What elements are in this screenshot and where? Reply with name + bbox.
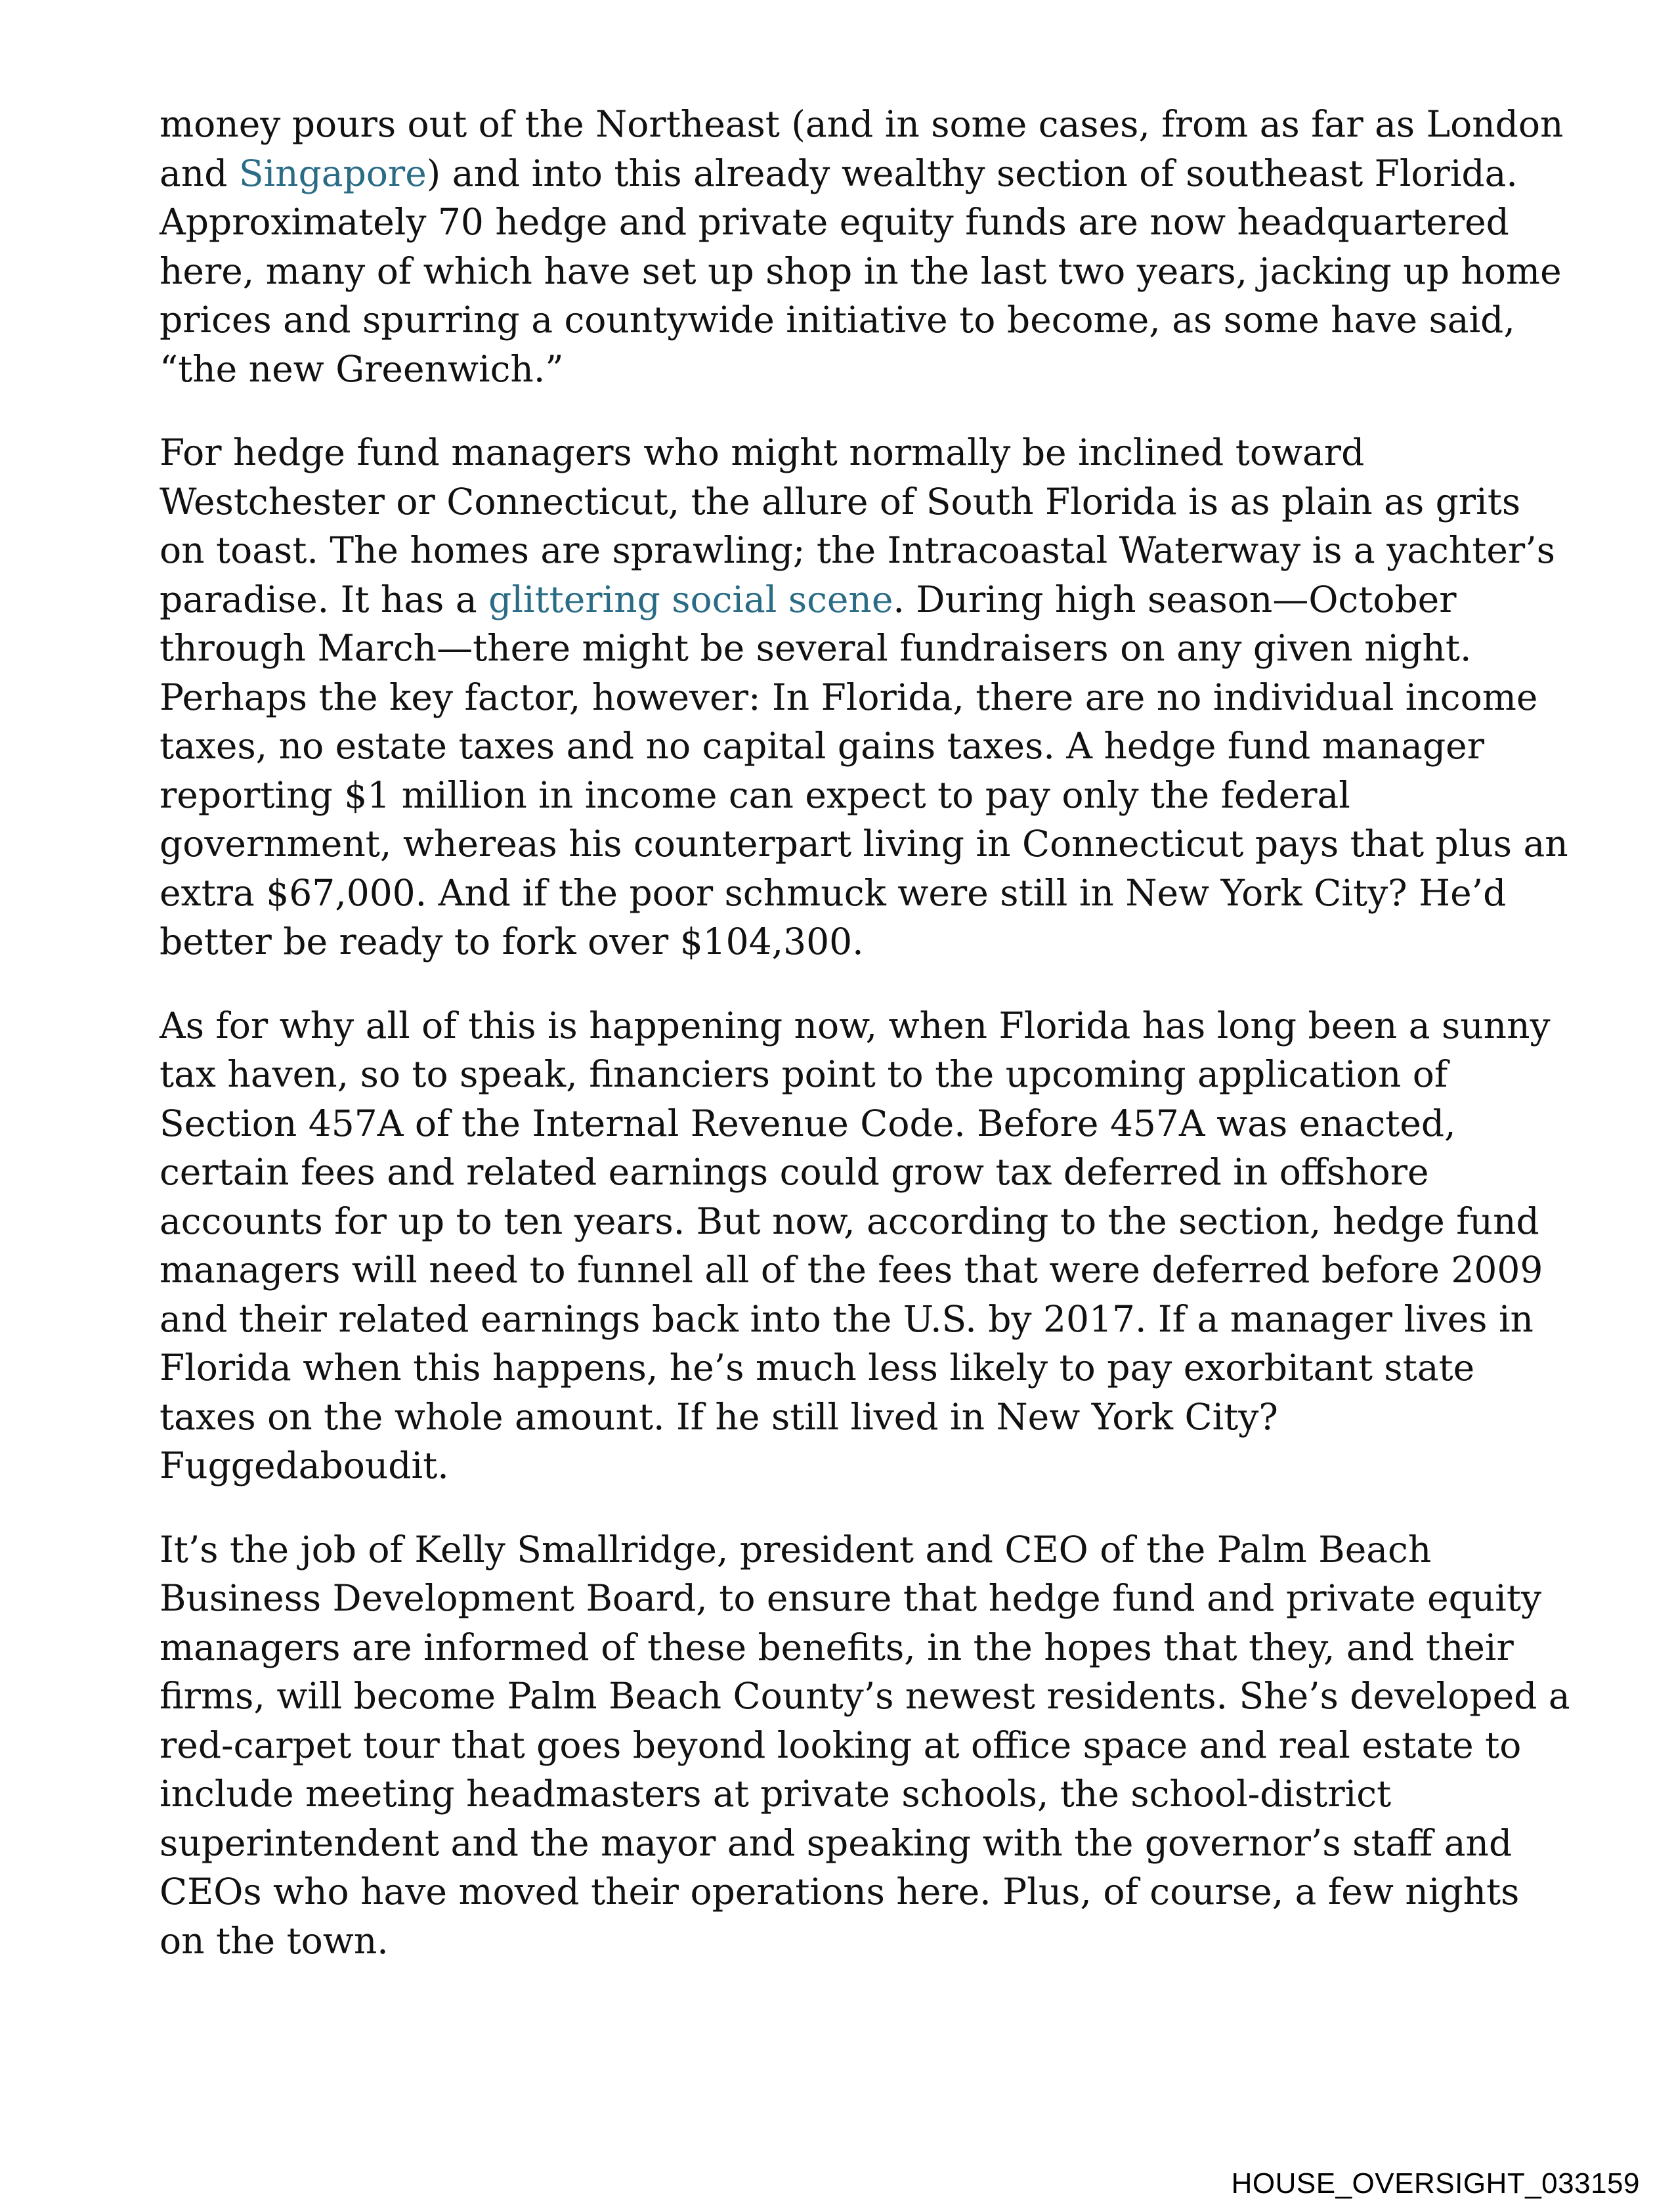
text-line [160, 1001, 1551, 1051]
text-line [160, 771, 1525, 820]
text-line [160, 1246, 1543, 1295]
text-line [160, 575, 1525, 624]
text-segment: As for why all of this is happening now, when Florida has long been a sunny [160, 1004, 1551, 1047]
text-segment: taxes on the whole amount. If he still lived in New York City? [160, 1395, 1278, 1438]
text-segment: on toast. The homes are sprawling; the Intracoastal Waterway is a yachter’s [160, 529, 1555, 571]
inline-link[interactable]: Singapore [238, 152, 427, 194]
text-segment: managers are informed of these benefits, in the hopes that they, and their [160, 1626, 1514, 1668]
text-segment: extra $67,000. And if the poor schmuck were still in New York City? He’d [160, 871, 1507, 914]
text-segment: prices and spurring a countywide initiative to become, as some have said, [160, 299, 1515, 341]
text-segment: Section 457A of the Internal Revenue Code. Before 457A was enacted, [160, 1102, 1456, 1144]
text-segment: money pours out of the Northeast (and in some cases, from as far as London [160, 103, 1564, 145]
text-line [160, 1721, 1525, 1770]
text-segment: firms, will become Palm Beach County’s newest residents. She’s developed a [160, 1675, 1570, 1717]
text-segment: Approximately 70 hedge and private equity funds are now headquartered [160, 201, 1509, 243]
paragraph [160, 1525, 1570, 1966]
text-segment: “the new Greenwich.” [160, 347, 564, 390]
text-line [160, 1525, 1525, 1574]
article-body [160, 100, 1570, 2000]
text-line [160, 1623, 1525, 1672]
text-line [160, 819, 1568, 869]
text-segment: superintendent and the mayor and speaking with the governor’s staff and [160, 1821, 1513, 1864]
text-line [160, 1295, 1534, 1344]
text-line [160, 624, 1525, 673]
text-segment: Perhaps the key factor, however: In Florida, there are no individual income [160, 676, 1538, 718]
text-line [160, 722, 1525, 771]
text-line [160, 1197, 1539, 1246]
bates-number: HOUSE_OVERSIGHT_033159 [1231, 2167, 1640, 2200]
text-segment: on the town. [160, 1919, 389, 1962]
text-segment: managers will need to funnel all of the fees that were deferred before 2009 [160, 1249, 1543, 1291]
text-segment: certain fees and related earnings could grow tax deferred in offshore [160, 1151, 1429, 1193]
text-line [160, 1917, 1525, 1966]
text-line [160, 100, 1564, 149]
text-line [160, 247, 1562, 296]
text-segment: and [160, 152, 239, 194]
text-segment: better be ready to fork over $104,300. [160, 921, 864, 963]
text-line [160, 1441, 1525, 1490]
text-segment: reporting $1 million in income can expect to pay only the federal [160, 773, 1350, 816]
paragraph [160, 100, 1564, 393]
text-line [160, 345, 1525, 394]
text-segment: red-carpet tour that goes beyond looking at office space and real estate to [160, 1724, 1522, 1766]
text-line [160, 1819, 1525, 1868]
text-segment: here, many of which have set up shop in the last two years, jacking up home [160, 249, 1562, 292]
paragraph [160, 428, 1568, 966]
text-segment: include meeting headmasters at private schools, the school-district [160, 1773, 1392, 1815]
text-segment: For hedge fund managers who might normally be inclined toward [160, 431, 1365, 473]
text-line [160, 1050, 1525, 1099]
paragraph [160, 1001, 1551, 1490]
text-segment: It’s the job of Kelly Smallridge, president and CEO of the Palm Beach [160, 1528, 1432, 1571]
text-line [160, 1343, 1525, 1393]
text-segment: Westchester or Connecticut, the allure of South Florida is as plain as grits [160, 480, 1521, 523]
text-line [160, 1393, 1525, 1442]
text-line [160, 917, 1525, 966]
text-line [160, 1769, 1525, 1819]
text-segment: Florida when this happens, he’s much less likely to pay exorbitant state [160, 1347, 1475, 1389]
text-segment: through March—there might be several fundraisers on any given night. [160, 627, 1472, 669]
text-line [160, 1672, 1570, 1721]
text-segment: accounts for up to ten years. But now, according to the section, hedge fund [160, 1200, 1539, 1242]
text-line [160, 673, 1538, 722]
text-line [160, 1867, 1525, 1917]
text-line [160, 1574, 1542, 1623]
text-segment: Fuggedaboudit. [160, 1444, 449, 1486]
text-line [160, 198, 1525, 247]
text-segment: tax haven, so to speak, financiers point to the upcoming application of [160, 1053, 1448, 1095]
text-segment: . During high season—October [893, 578, 1457, 620]
text-segment: government, whereas his counterpart living in Connecticut pays that plus an [160, 823, 1568, 865]
text-segment: and their related earnings back into the U.S. by 2017. If a manager lives in [160, 1297, 1534, 1340]
text-line [160, 428, 1525, 477]
text-segment: paradise. It has a [160, 578, 489, 620]
text-line [160, 1099, 1525, 1148]
text-segment: CEOs who have moved their operations here. Plus, of course, a few nights [160, 1871, 1520, 1913]
text-line [160, 526, 1555, 575]
text-line [160, 295, 1525, 345]
text-segment: ) and into this already wealthy section of southeast Florida. [426, 152, 1518, 194]
text-line [160, 477, 1525, 527]
text-segment: taxes, no estate taxes and no capital gains taxes. A hedge fund manager [160, 725, 1485, 767]
text-line [160, 149, 1525, 198]
text-line [160, 869, 1525, 918]
inline-link[interactable]: glittering social scene [488, 578, 893, 620]
text-segment: Business Development Board, to ensure that hedge fund and private equity [160, 1577, 1542, 1619]
text-line [160, 1148, 1525, 1197]
